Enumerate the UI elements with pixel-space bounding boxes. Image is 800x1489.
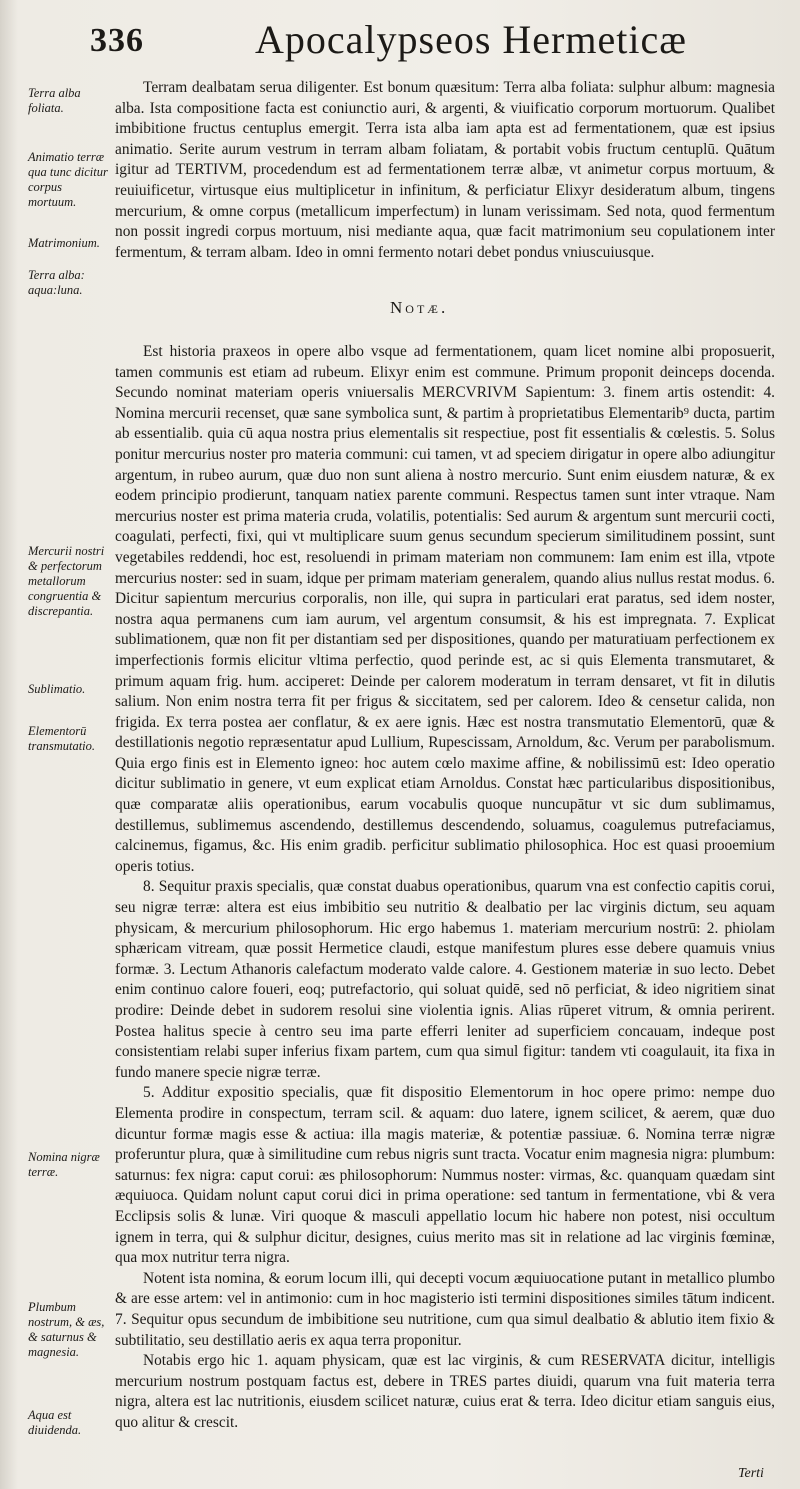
side-note: Matrimonium. <box>28 236 100 250</box>
page-number: 336 <box>90 22 144 59</box>
side-note: Aqua est diuidenda. <box>28 1408 82 1437</box>
side-note: Terra alba: aqua:luna. <box>28 268 85 297</box>
side-note: Terra alba foliata. <box>28 86 81 115</box>
intro-paragraph: Terram dealbatam serua diligenter. Est bonum quæsitum: Terra alba foliata: sulphur album: magnesia alba. Ista compositione facta est coniunctio auri, & argenti, & viuificatio corporum mortuorum. Qualibet imbibitione fructus centuplus emergit. Terra ista alba iam apta est ad fermentationem, quæ est ipsius animatio. Serite aurum vestrum in terram albam foliatam, & portabit vobis fructum centuplū. Quātum igitur ad TERTIVM, procedendum est ad fermentationem terræ albæ, vt animetur corpus mortuum, & reuiuificetur, virtusque eius multiplicetur in infinitum, & perficiatur Elixyr desideratum album, tingens mercurium, & omne corpus (metallicum imperfectum) in lunam verissimam. Sed nota, quod fermentum non possit ingredi corpus mortuum, nisi mediante aqua, quæ facit matrimonium seu copulationem inter fermentum, & terram albam. Ideo in omni fermento notari debet pondus vniuscuiusque. <box>115 79 775 261</box>
notes-text <box>115 342 775 1433</box>
catchword: Terti <box>738 1466 764 1481</box>
notes-paragraph: Notabis ergo hic 1. aquam physicam, quæ est lac virginis, & cum RESERVATA dicitur, intelligis mercurium nostrum postquam factus est, debere in TRES partes diuidi, quarum vna fuit materia terra nigra, altera est lac nutritionis, eiusdem scilicet naturæ, cuius erat & terra. Ideo dicitur etiam sanguis eius, quo alitur & crescit. <box>115 1352 775 1431</box>
side-note: Nomina nigræ terræ. <box>28 1150 100 1179</box>
side-note: Elementorū transmutatio. <box>28 724 96 753</box>
side-note: Animatio terræ qua tunc dicitur corpus mortuum. <box>28 150 108 209</box>
running-title: Apocalypseos Hermeticæ <box>255 17 687 62</box>
intro-text <box>115 78 775 263</box>
notes-paragraph: Notent ista nomina, & eorum locum illi, qui decepti vocum æquiuocatione putant in metallico plumbo & are esse artem: vel in antimonio: cum in hoc magisterio isti termini dispositiones similes tātum indicent. 7. Sequitur opus secundum de imbibitione seu nutritione, cum qua simul dealbatio & ablutio item fixio & subtilitatio, seu destillatio aeris ex aqua terra proponitur. <box>115 1269 775 1349</box>
notes-paragraph: 8. Sequitur praxis specialis, quæ constat duabus operationibus, quarum vna est confectio capitis corui, seu nigræ terræ: altera est eius imbibitio seu nutritio & dealbatio per lac virginis dictum, seu aquam physicam, & mercurium philosophorum. Hic ergo habemus 1. materiam mercurium nostrū: 2. phiolam sphæricam vitream, quæ possit Hermetice claudi, estque manifestum plures esse debere quamuis vnius formæ. 3. Lectum Athanoris calefactum moderato valde calore. 4. Gestionem materiæ in suo lecto. Debet enim continuo calore foueri, eoq; putrefactorio, qui soluat quidē, sed nō perficiat, & ideo nigritiem sinat prodire: Deinde debet in sudorem resolui sine violentia ignis. Alias rūperet vitrum, & omnia perirent. Postea halitus specie à centro seu ima parte efferri leniter ad superficiem concauam, indeque post consistentiam relabi super inferius fixam partem, cum qua simul figitur: tandem vti coagulauit, ita fixa in fundo manere specie nigræ terræ. <box>115 878 775 1081</box>
notes-heading: Notæ. <box>390 298 449 317</box>
notes-paragraph: 5. Additur expositio specialis, quæ fit dispositio Elementorum in hoc opere primo: nempe duo Elementa prodire in conspectum, terram scil. & aquam: duo latere, ignem scilicet, & aerem, quæ duo dicuntur formæ magis esse & actiua: illa magis materiæ, & potentiæ passiuæ. 6. Nomina terræ nigræ proferuntur plura, quæ à similitudine cum rebus nigris sunt tracta. Vocatur enim magnesia nigra: plumbum: saturnus: fex nigra: caput corui: æs philosophorum: Nummus noster: virmas, &c. quanquam quædam sint æquiuoca. Quidam nolunt caput corui dici in prima operatione: sed tantum in fermentatione, vbi & vera Ecclipsis solis & lunæ. Viri quoque & masculi appellatio locum hic habere non potest, nisi occultum ignem in terra, qui & sulphur dicitur, designes, cuius merito mas sit in relatione ad lac virginis fœminæ, qua mox nutritur terra nigra. <box>115 1084 775 1267</box>
side-note: Plumbum nostrum, & æs, & saturnus & magnesia. <box>28 1300 105 1359</box>
side-note: Sublimatio. <box>28 682 86 696</box>
side-note: Mercurii nostri & perfectorum metallorum congruentia & discrepantia. <box>28 544 105 618</box>
notes-paragraph: Est historia praxeos in opere albo vsque ad fermentationem, quam licet nomine albi proposuerit, tamen communis est etiam ad rubeum. Elixyr enim est commune. Primum proponit deinceps docenda. Secundo nominat materiam operis vniuersalis MERCVRIVM Sapientum: 3. finem artis ostendit: 4. Nomina mercurii recenset, quæ sane symbolica sunt, & partim à proprietatibus Elementarib⁹ ducta, partim ab essentialib. quia cū aqua nostra prius elementalis sit respectiue, post fit essentialis & cœlestis. 5. Solus ponitur mercurius noster pro materia communi: cui tamen, vt ad speciem dirigatur in opere albo adiungitur argentum, in rubeo aurum, quæ duo non sunt aliena à nostro mercurio. Sunt enim eiusdem naturæ, & ex eodem principio prodierunt, tanquam natiex parente communi. Respectus tamen sunt inter vtraque. Nam mercurius noster est prima materia cruda, volatilis, potentialis: Sed aurum & argentum sunt mercurii cocti, coagulati, perfecti, fixi, qui vt multiplicare suum genus secundum specierum similitudinem possint, sunt vegetabiles reddendi, hoc est, resoluendi in primam materiam non communem: Iam enim est illa, vtpote mercurius noster: sed in suam, idque per primam materiam generalem, quando alius nullus restat modus. 6. Dicitur sapientum mercurius corporalis, non ille, qui supra in particulari erat paratus, sed idem noster, nostra aqua permanens cum iam aurum, vel argentum consumsit, & his est impregnata. 7. Explicat sublimationem, quæ non fit per distantiam sed per dispositiones, quando per maturatiuam perfectionem ex imperfectionis formis elicitur vltima perfectio, quod perinde est, ac si quis Elementa transmutaret, & primum aquam frig. hum. acciperet: Deinde per calorem moderatum in terram densaret, vt fit in dilutis salium. Non enim nostra terra fit per frigus & siccitatem, sed per calorem. Ideo & censetur calida, non frigida. Ex terra postea aer conflatur, & ex aere ignis. Hæc est nostra transmutatio Elementorū, quæ & destillationis negotio repræsentatur apud Lullium, Rupescissam, Arnoldum, &c. Verum per parabolismum. Quia ergo finis est in Elemento igneo: hoc autem cœlo maxime affine, & nobilissimū est: Ideo operatio dicitur sublimatio in genere, vt eum explicat etiam Arnoldus. Constat hæc particularibus dispositionibus, quæ comparatæ aliis operationibus, earum vocabulis quoque nuncupātur vt sic dum sublimamus, destillemus, sublimemus ascendendo, destillemus descendendo, soluamus, coagulemus putrefaciamus, calcinemus, figamus, &c. His enim gradib. perficitur sublimatio philosophica. Hoc est quasi prooemium operis totius. <box>115 343 775 875</box>
